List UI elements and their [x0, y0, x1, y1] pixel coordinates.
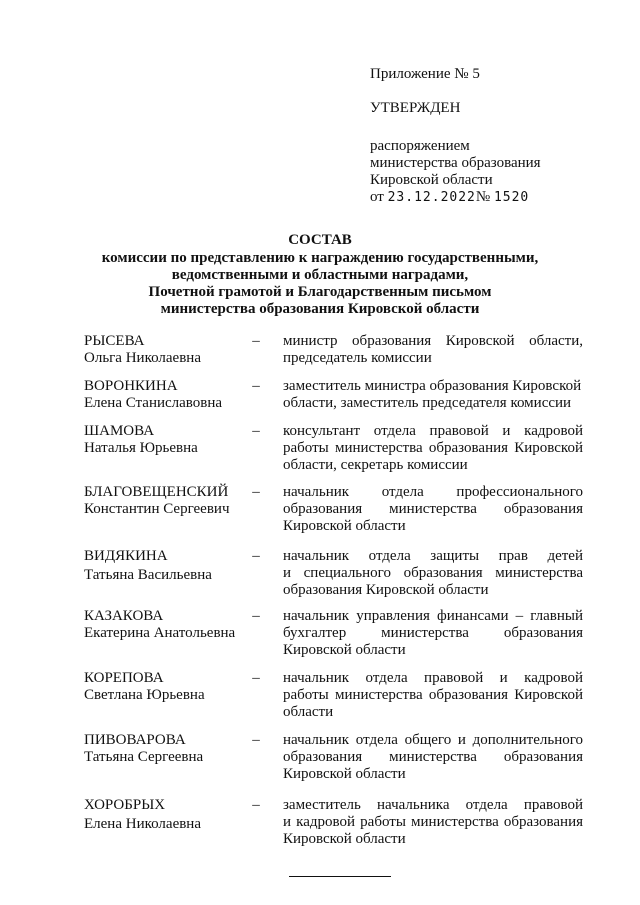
handwritten-date: 23.12.2022: [387, 190, 476, 205]
position-line: министр образования Кировской области,: [283, 333, 583, 349]
position-line: заместитель министра образования Кировской: [283, 378, 582, 394]
member-name: [84, 797, 254, 833]
member-position: [283, 548, 583, 599]
position-line: заместитель начальника отдела правовой: [283, 797, 583, 813]
date-prefix: от: [370, 189, 384, 205]
member-position: [283, 484, 583, 535]
member-name: [84, 608, 254, 642]
subtitle-line-1: комиссии по представлению к награждению государственными,: [101, 250, 539, 266]
member-name: [84, 333, 254, 367]
member-surname: ПИВОВАРОВА: [84, 732, 186, 748]
member-surname: РЫСЕВА: [84, 333, 145, 349]
position-line: области: [283, 704, 334, 720]
member-position: [283, 423, 583, 474]
position-line: Кировской области: [283, 642, 406, 658]
position-line: образования Кировской области: [283, 582, 489, 598]
member-given-name: Елена Станиславовна: [84, 395, 223, 411]
end-of-document-rule: [289, 876, 391, 877]
approved-label: УТВЕРЖДЕН: [370, 100, 461, 116]
member-surname: ВИДЯКИНА: [84, 548, 168, 564]
member-surname: КОРЕПОВА: [84, 670, 164, 686]
member-dash: –: [252, 333, 260, 349]
position-line: бухгалтер министерства образования: [283, 625, 583, 641]
member-dash: –: [252, 423, 260, 439]
position-line: и специального образования министерства: [283, 565, 583, 581]
order-date-line: [370, 189, 529, 206]
subtitle-line-2: ведомственными и областными наградами,: [171, 267, 469, 283]
member-surname: БЛАГОВЕЩЕНСКИЙ: [84, 484, 229, 500]
position-line: работы министерства образования Кировской: [283, 687, 583, 703]
position-line: области, секретарь комиссии: [283, 457, 468, 473]
member-name: [84, 423, 254, 457]
number-sign: №: [475, 189, 491, 205]
member-dash: –: [252, 548, 260, 564]
member-given-name: Константин Сергеевич: [84, 501, 230, 517]
member-position: [283, 608, 583, 659]
position-line: Кировской области: [283, 518, 406, 534]
member-surname: ВОРОНКИНА: [84, 378, 178, 394]
subtitle-line-4: министерства образования Кировской области: [160, 301, 480, 317]
member-given-name: Татьяна Васильевна: [84, 567, 212, 583]
member-position: [283, 670, 583, 721]
member-position: [283, 797, 583, 848]
member-given-name: Татьяна Сергеевна: [84, 749, 204, 765]
position-line: Кировской области: [283, 831, 406, 847]
member-given-name: Светлана Юрьевна: [84, 687, 205, 703]
member-name: [84, 484, 254, 518]
position-line: начальник отдела правовой и кадровой: [283, 670, 583, 686]
member-name: [84, 378, 254, 412]
member-dash: –: [252, 797, 260, 813]
position-line: Кировской области: [283, 766, 406, 782]
handwritten-number: 1520: [493, 190, 530, 205]
document-title: СОСТАВ: [288, 232, 352, 248]
position-line: консультант отдела правовой и кадровой: [283, 423, 583, 439]
order-line-2: министерства образования: [370, 155, 541, 171]
position-line: начальник отдела защиты прав детей: [283, 548, 583, 564]
position-line: и кадровой работы министерства образования: [283, 814, 583, 830]
member-given-name: Екатерина Анатольевна: [84, 625, 236, 641]
member-surname: ХОРОБРЫХ: [84, 797, 166, 813]
member-surname: КАЗАКОВА: [84, 608, 164, 624]
member-dash: –: [252, 484, 260, 500]
member-dash: –: [252, 608, 260, 624]
member-position: [283, 333, 583, 367]
member-given-name: Наталья Юрьевна: [84, 440, 198, 456]
member-surname: ШАМОВА: [84, 423, 155, 439]
position-line: начальник управления финансами – главный: [283, 608, 583, 624]
appendix-label: Приложение № 5: [370, 66, 480, 82]
member-name: [84, 670, 254, 704]
member-given-name: Ольга Николаевна: [84, 350, 201, 366]
member-position: [283, 378, 583, 412]
position-line: начальник отдела профессионального: [283, 484, 583, 500]
member-dash: –: [252, 670, 260, 686]
position-line: председатель комиссии: [283, 350, 432, 366]
position-line: образования министерства образования: [283, 501, 583, 517]
member-name: [84, 732, 254, 766]
member-dash: –: [252, 732, 260, 748]
position-line: области, заместитель председателя комиссии: [283, 395, 572, 411]
member-dash: –: [252, 378, 260, 394]
position-line: начальник отдела общего и дополнительного: [283, 732, 583, 748]
order-line-1: распоряжением: [370, 138, 470, 154]
member-position: [283, 732, 583, 783]
member-name: [84, 548, 254, 584]
position-line: образования министерства образования: [283, 749, 583, 765]
member-given-name: Елена Николаевна: [84, 816, 201, 832]
position-line: работы министерства образования Кировской: [283, 440, 583, 456]
subtitle-line-3: Почетной грамотой и Благодарственным письмом: [148, 284, 492, 300]
order-line-3: Кировской области: [370, 172, 493, 188]
